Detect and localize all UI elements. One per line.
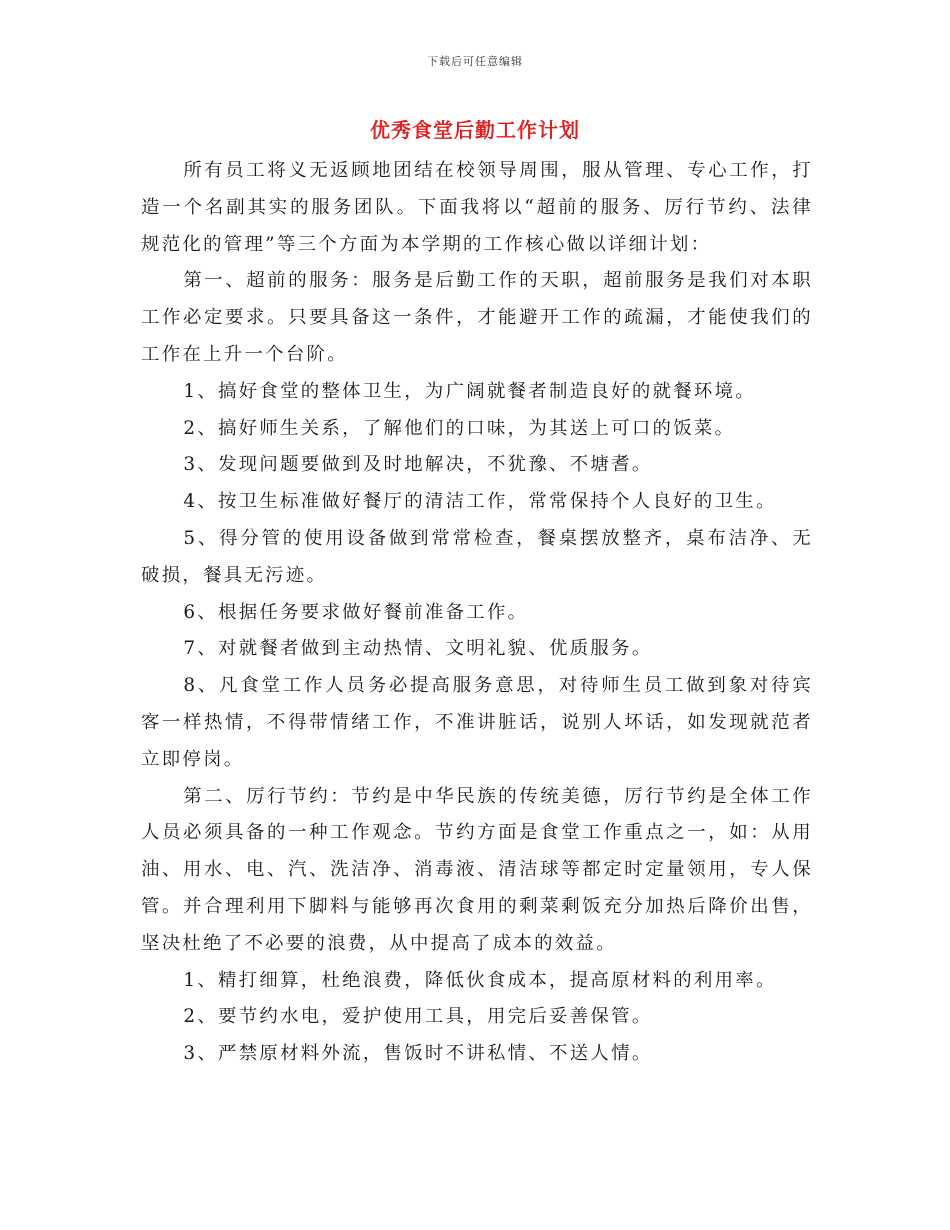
list-item: 2、要节约水电，爱护使用工具，用完后妥善保管。 bbox=[183, 1006, 653, 1028]
list-item: 2、搞好师生关系，了解他们的口味，为其送上可口的饭菜。 bbox=[183, 417, 736, 439]
document-body bbox=[141, 153, 813, 1073]
list-item: 7、对就餐者做到主动热情、文明礼貌、优质服务。 bbox=[183, 638, 653, 660]
list-item: 1、搞好食堂的整体卫生，为广阔就餐者制造良好的就餐环境。 bbox=[183, 380, 756, 402]
list-item: 8、凡食堂工作人员务必提高服务意思，对待师生员工做到象对待宾客一样热情，不得带情绪工作，不准讲脏话，说别人坏话，如发现就范者立即停岗。 bbox=[141, 675, 813, 770]
list-item: 3、严禁原材料外流，售饭时不讲私情、不送人情。 bbox=[183, 1043, 653, 1065]
section-two-paragraph: 第二、厉行节约：节约是中华民族的传统美德，厉行节约是全体工作人员必须具备的一种工作观念。节约方面是食堂工作重点之一，如：从用油、用水、电、汽、洗洁净、消毒液、清洁球等都定时定量领用，专人保管。并合理利用下脚料与能够再次食用的剩菜剩饭充分加热后降价出售，坚决杜绝了不必要的浪费，从中提高了成本的效益。 bbox=[141, 785, 813, 954]
list-item: 6、根据任务要求做好餐前准备工作。 bbox=[183, 601, 529, 623]
list-item: 3、发现问题要做到及时地解决，不犹豫、不塘耆。 bbox=[183, 454, 653, 476]
list-item: 4、按卫生标准做好餐厅的清洁工作，常常保持个人良好的卫生。 bbox=[183, 491, 777, 513]
intro-paragraph: 所有员工将义无返顾地团结在校领导周围，服从管理、专心工作，打造一个名副其实的服务团队。下面我将以“超前的服务、厉行节约、法律规范化的管理”等三个方面为本学期的工作核心做以详细计划： bbox=[141, 160, 813, 255]
header-note: 下载后可任意编辑 bbox=[427, 55, 523, 68]
list-item: 1、精打细算，杜绝浪费，降低伙食成本，提高原材料的利用率。 bbox=[183, 969, 777, 991]
document-title: 优秀食堂后勤工作计划 bbox=[370, 118, 580, 142]
section-one-paragraph: 第一、超前的服务：服务是后勤工作的天职，超前服务是我们对本职工作必定要求。只要具备这一条件，才能避开工作的疏漏，才能使我们的工作在上升一个台阶。 bbox=[141, 270, 813, 365]
list-item: 5、得分管的使用设备做到常常检查，餐桌摆放整齐，桌布洁净、无破损，餐具无污迹。 bbox=[141, 527, 813, 586]
